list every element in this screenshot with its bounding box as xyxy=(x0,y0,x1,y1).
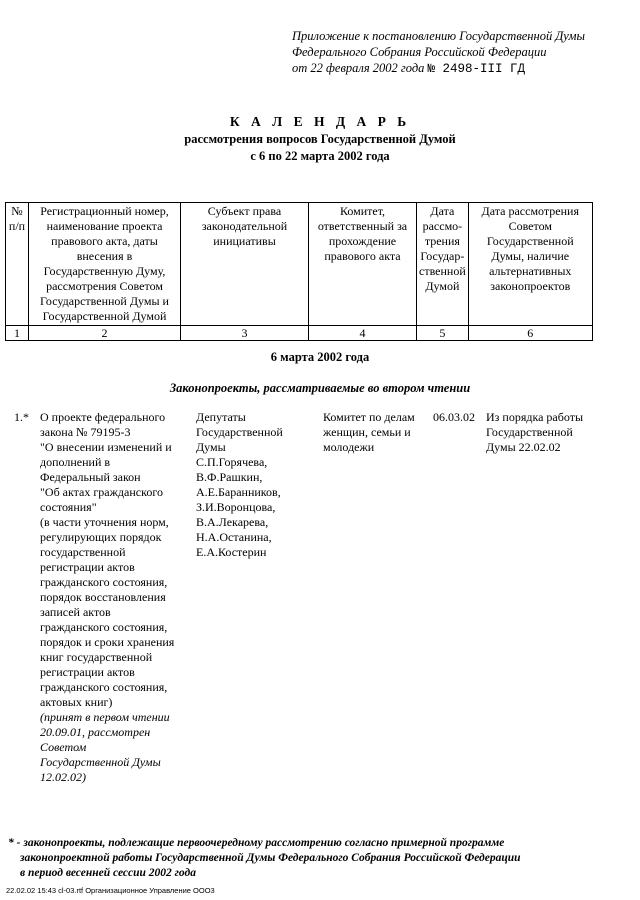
column-number: 6 xyxy=(468,326,592,341)
header-number: № п/п xyxy=(6,203,29,326)
subject-line: Депутаты xyxy=(196,410,246,424)
bill-title-line: "О внесении изменений и xyxy=(40,440,172,454)
entry-committee xyxy=(323,410,431,455)
entry-bill-title xyxy=(40,410,190,785)
subject-line: Е.А.Костерин xyxy=(196,545,267,559)
bill-title-line: регулирующих порядок xyxy=(40,530,162,544)
subject-line: В.Ф.Рашкин, xyxy=(196,470,263,484)
subject-line: Н.А.Останина, xyxy=(196,530,272,544)
calendar-table-header xyxy=(5,202,593,341)
bill-title-line: Федеральный закон xyxy=(40,470,141,484)
bill-title-line: "Об актах гражданского xyxy=(40,485,163,499)
subject-line: З.И.Воронцова, xyxy=(196,500,276,514)
appendix-date: от 22 февраля 2002 года xyxy=(292,61,425,75)
council-line: Думы 22.02.02 xyxy=(486,440,561,454)
bill-title-line: порядок восстановления xyxy=(40,590,166,604)
header-row xyxy=(6,203,593,326)
title-subtitle: рассмотрения вопросов Государственной Думой xyxy=(184,132,456,146)
footnote-line: в период весенней сессии 2002 года xyxy=(20,867,196,879)
footnote-line: * - законопроекты, подлежащие первоочередному рассмотрению согласно примерной программе xyxy=(8,837,505,849)
appendix-line-1: Приложение к постановлению Государственной Думы xyxy=(292,29,585,43)
bill-title-line: регистрации актов xyxy=(40,560,135,574)
file-stamp: 22.02.02 15:43 cl-03.rtf Организационное Управление ООО3 xyxy=(6,886,215,895)
council-line: Из порядка работы xyxy=(486,410,584,424)
resolution-number: № 2498-III ГД xyxy=(427,62,526,76)
entry-council-info xyxy=(486,410,616,455)
bill-note-line: Государственной Думы xyxy=(40,755,161,769)
date-heading: 6 марта 2002 года xyxy=(270,350,370,364)
bill-title-line: записей актов xyxy=(40,605,111,619)
column-number: 1 xyxy=(6,326,29,341)
bill-title-line: порядок и сроки хранения xyxy=(40,635,175,649)
column-number-row xyxy=(6,326,593,341)
appendix-header xyxy=(292,28,612,77)
bill-note-line: 12.02.02) xyxy=(40,770,86,784)
column-number: 3 xyxy=(181,326,309,341)
header-council-date: Дата рассмотрения Советом Государственной Думы, наличие альтернативных законопроектов xyxy=(468,203,592,326)
council-line: Государственной xyxy=(486,425,573,439)
bill-note-line: 20.09.01, рассмотрен xyxy=(40,725,151,739)
header-duma-date: Дата рассмо-трения Государ-ственной Думой xyxy=(417,203,469,326)
bill-note-line: Советом xyxy=(40,740,87,754)
title-period: с 6 по 22 марта 2002 года xyxy=(250,149,390,163)
header-committee: Комитет, ответственный за прохождение правового акта xyxy=(309,203,417,326)
committee-line: молодежи xyxy=(323,440,375,454)
bill-title-line: гражданского состояния, xyxy=(40,575,168,589)
header-registration: Регистрационный номер, наименование проекта правового акта, даты внесения в Государственную Думу, рассмотрения Советом Государственной Думы и Государственной Думой xyxy=(29,203,181,326)
committee-line: Комитет по делам xyxy=(323,410,415,424)
bill-title-line: гражданского состояния, xyxy=(40,620,168,634)
subject-line: С.П.Горячева, xyxy=(196,455,268,469)
title-calendar: К А Л Е Н Д А Р Ь xyxy=(229,114,411,129)
appendix-line-2: Федерального Собрания Российской Федерации xyxy=(292,45,547,59)
entry-initiative-subject xyxy=(196,410,318,560)
column-number: 4 xyxy=(309,326,417,341)
committee-line: женщин, семьи и xyxy=(323,425,411,439)
bill-title-line: дополнений в xyxy=(40,455,111,469)
bill-title-line: закона № 79195-3 xyxy=(40,425,131,439)
bill-title-line: (в части уточнения норм, xyxy=(40,515,169,529)
bill-title-line: актовых книг) xyxy=(40,695,113,709)
bill-title-line: государственной xyxy=(40,545,126,559)
section-heading: Законопроекты, рассматриваемые во втором чтении xyxy=(169,381,471,395)
bill-title-line: книг государственной xyxy=(40,650,153,664)
column-number: 2 xyxy=(29,326,181,341)
bill-title-line: гражданского состояния, xyxy=(40,680,168,694)
footnote xyxy=(8,836,628,881)
subject-line: Думы xyxy=(196,440,226,454)
appendix-line-3 xyxy=(292,60,612,77)
entry-number: 1.* xyxy=(14,410,29,424)
bill-note-line: (принят в первом чтении xyxy=(40,710,170,724)
bill-title-line: О проекте федерального xyxy=(40,410,166,424)
column-number: 5 xyxy=(417,326,469,341)
entry-duma-date: 06.03.02 xyxy=(433,410,475,424)
bill-title-line: регистрации актов xyxy=(40,665,135,679)
subject-line: Государственной xyxy=(196,425,283,439)
bill-title-line: состояния" xyxy=(40,500,97,514)
subject-line: В.А.Лекарева, xyxy=(196,515,269,529)
document-title xyxy=(0,113,640,165)
header-subject: Субъект права законодательной инициативы xyxy=(181,203,309,326)
subject-line: А.Е.Баранников, xyxy=(196,485,281,499)
footnote-line: законопроектной работы Государственной Думы Федерального Собрания Российской Федерации xyxy=(20,852,521,864)
